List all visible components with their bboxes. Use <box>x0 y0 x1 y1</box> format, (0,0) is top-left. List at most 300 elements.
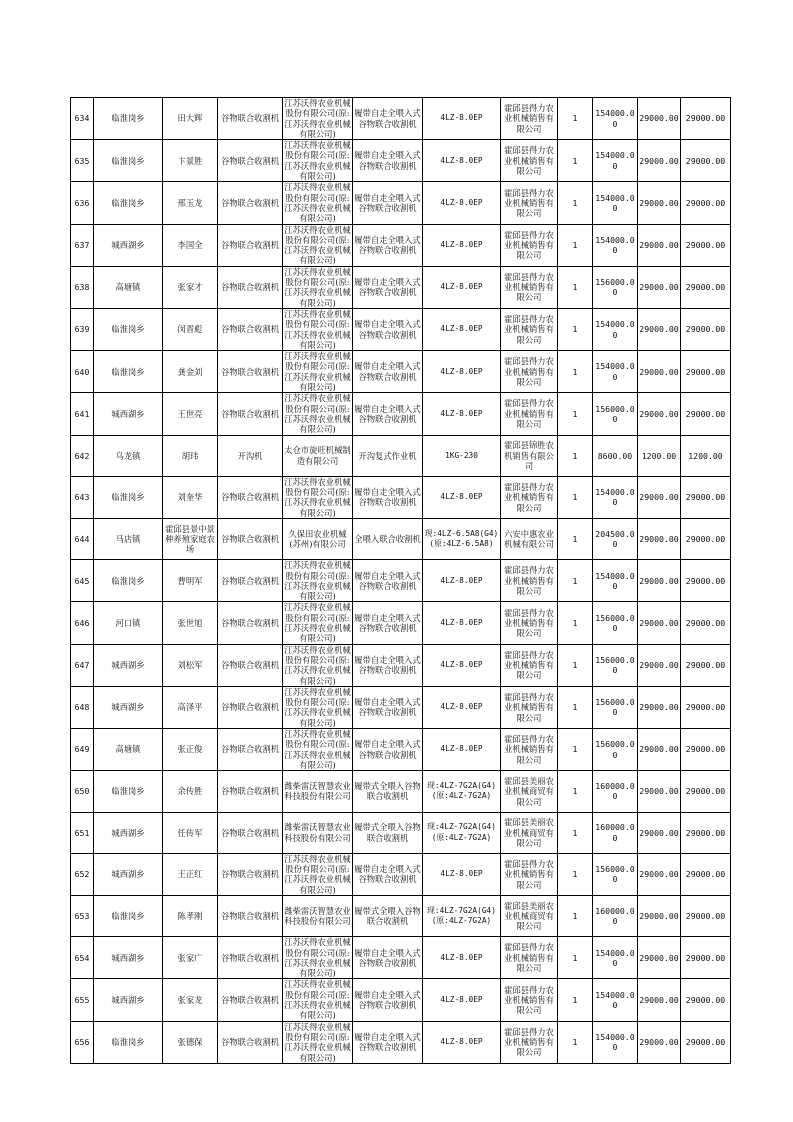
manufacturer-cell: 潍柴雷沃智慧农业科技股份有限公司 <box>283 896 353 937</box>
total-subsidy-cell: 29000.00 <box>681 1021 731 1063</box>
product-name-cell: 履带自走全喂入式谷物联合收割机 <box>353 853 423 895</box>
row-number: 649 <box>71 729 94 771</box>
row-number: 637 <box>71 224 94 266</box>
product-name-cell: 开沟复式作业机 <box>353 435 423 476</box>
manufacturer-cell: 江苏沃得农业机械股份有限公司(原:江苏沃得农业机械有限公司) <box>284 853 351 895</box>
table-row <box>71 98 731 140</box>
table-row <box>71 979 731 1021</box>
unit-subsidy-cell: 29000.00 <box>638 937 681 979</box>
model-cell: 4LZ-8.0EP <box>423 560 501 602</box>
unit-subsidy-cell: 29000.00 <box>638 644 681 686</box>
quantity-cell: 1 <box>558 435 593 476</box>
product-name-cell: 履带式全喂入谷物联合收割机 <box>353 896 423 937</box>
row-number: 639 <box>71 308 94 350</box>
quantity-cell: 1 <box>558 476 593 518</box>
model-cell: 4LZ-8.0EP <box>423 602 501 644</box>
unit-subsidy-cell: 29000.00 <box>638 729 681 771</box>
total-subsidy-cell: 1200.00 <box>681 435 731 476</box>
total-subsidy-cell: 29000.00 <box>681 979 731 1021</box>
machine-category-cell: 谷物联合收割机 <box>218 1021 283 1063</box>
sale-price-cell: 156000.00 <box>593 266 638 308</box>
buyer-name-cell: 龚金刘 <box>163 351 218 393</box>
manufacturer-cell: 江苏沃得农业机械股份有限公司(原:江苏沃得农业机械有限公司) <box>284 393 351 435</box>
total-subsidy-cell: 29000.00 <box>681 812 731 853</box>
buyer-name-cell: 刘松军 <box>163 644 218 686</box>
dealer-cell: 霍邱县得力农业机械销售有限公司 <box>501 351 558 393</box>
model-cell: 4LZ-8.0EP <box>423 140 501 182</box>
total-subsidy-cell: 29000.00 <box>681 351 731 393</box>
table-row <box>71 140 731 182</box>
quantity-cell: 1 <box>558 351 593 393</box>
unit-subsidy-cell: 29000.00 <box>638 1021 681 1063</box>
machine-category-cell: 谷物联合收割机 <box>218 853 283 895</box>
table-body <box>71 98 731 1064</box>
table-row <box>71 686 731 728</box>
product-name-cell: 履带自走全喂入式谷物联合收割机 <box>353 393 423 435</box>
row-number: 652 <box>71 853 94 895</box>
unit-subsidy-cell: 29000.00 <box>638 853 681 895</box>
product-name-cell: 履带自走全喂入式谷物联合收割机 <box>353 182 423 224</box>
machine-category-cell: 谷物联合收割机 <box>218 224 283 266</box>
table-row <box>71 896 731 937</box>
dealer-cell: 霍邱县得力农业机械销售有限公司 <box>501 98 558 140</box>
buyer-name-cell: 刘奎华 <box>163 476 218 518</box>
total-subsidy-cell: 29000.00 <box>681 896 731 937</box>
row-number: 647 <box>71 644 94 686</box>
machine-category-cell: 谷物联合收割机 <box>218 812 283 853</box>
row-number: 650 <box>71 771 94 812</box>
table-row <box>71 182 731 224</box>
unit-subsidy-cell: 29000.00 <box>638 266 681 308</box>
quantity-cell: 1 <box>558 937 593 979</box>
row-number: 634 <box>71 98 94 140</box>
row-number: 635 <box>71 140 94 182</box>
row-number: 640 <box>71 351 94 393</box>
buyer-name-cell: 卞景胜 <box>163 140 218 182</box>
model-cell: 现:4LZ-7G2A(G4)(原:4LZ-7G2A) <box>423 896 501 937</box>
sale-price-cell: 154000.00 <box>593 182 638 224</box>
table-row <box>71 937 731 979</box>
subsidy-table-container <box>70 97 730 1064</box>
sale-price-cell: 156000.00 <box>593 729 638 771</box>
model-cell: 4LZ-8.0EP <box>423 1021 501 1063</box>
manufacturer-cell: 江苏沃得农业机械股份有限公司(原:江苏沃得农业机械有限公司) <box>284 140 351 182</box>
sale-price-cell: 156000.00 <box>593 602 638 644</box>
product-name-cell: 履带自走全喂入式谷物联合收割机 <box>353 224 423 266</box>
table-row <box>71 1021 731 1063</box>
township-cell: 城西湖乡 <box>94 224 163 266</box>
total-subsidy-cell: 29000.00 <box>681 98 731 140</box>
unit-subsidy-cell: 29000.00 <box>638 393 681 435</box>
unit-subsidy-cell: 29000.00 <box>638 518 681 559</box>
row-number: 645 <box>71 560 94 602</box>
product-name-cell: 履带自走全喂入式谷物联合收割机 <box>353 308 423 350</box>
table-row <box>71 435 731 476</box>
quantity-cell: 1 <box>558 224 593 266</box>
manufacturer-cell: 江苏沃得农业机械股份有限公司(原:江苏沃得农业机械有限公司) <box>284 308 351 350</box>
total-subsidy-cell: 29000.00 <box>681 771 731 812</box>
manufacturer-cell: 久保田农业机械(苏州)有限公司 <box>283 518 353 559</box>
sale-price-cell: 156000.00 <box>593 853 638 895</box>
dealer-cell: 霍邱县得力农业机械销售有限公司 <box>501 1021 558 1063</box>
table-row <box>71 224 731 266</box>
product-name-cell: 履带自走全喂入式谷物联合收割机 <box>353 98 423 140</box>
row-number: 651 <box>71 812 94 853</box>
unit-subsidy-cell: 29000.00 <box>638 476 681 518</box>
product-name-cell: 履带自走全喂入式谷物联合收割机 <box>353 602 423 644</box>
manufacturer-cell: 江苏沃得农业机械股份有限公司(原:江苏沃得农业机械有限公司) <box>284 351 351 393</box>
table-row <box>71 853 731 895</box>
product-name-cell: 履带自走全喂入式谷物联合收割机 <box>353 937 423 979</box>
product-name-cell: 履带自走全喂入式谷物联合收割机 <box>353 644 423 686</box>
table-row <box>71 476 731 518</box>
township-cell: 临淮岗乡 <box>94 896 163 937</box>
table-row <box>71 266 731 308</box>
machine-category-cell: 谷物联合收割机 <box>218 560 283 602</box>
township-cell: 城西湖乡 <box>94 979 163 1021</box>
model-cell: 1KG-230 <box>423 435 501 476</box>
unit-subsidy-cell: 29000.00 <box>638 686 681 728</box>
machine-category-cell: 谷物联合收割机 <box>218 140 283 182</box>
total-subsidy-cell: 29000.00 <box>681 266 731 308</box>
sale-price-cell: 154000.00 <box>593 140 638 182</box>
dealer-cell: 六安中惠农业机械有限公司 <box>501 518 558 559</box>
dealer-cell: 霍邱县得力农业机械销售有限公司 <box>501 308 558 350</box>
manufacturer-cell: 江苏沃得农业机械股份有限公司(原:江苏沃得农业机械有限公司) <box>284 937 351 979</box>
model-cell: 4LZ-8.0EP <box>423 853 501 895</box>
total-subsidy-cell: 29000.00 <box>681 602 731 644</box>
quantity-cell: 1 <box>558 182 593 224</box>
quantity-cell: 1 <box>558 266 593 308</box>
machine-category-cell: 谷物联合收割机 <box>218 98 283 140</box>
model-cell: 4LZ-8.0EP <box>423 393 501 435</box>
quantity-cell: 1 <box>558 140 593 182</box>
dealer-cell: 霍邱县锦胜农机销售有限公司 <box>501 435 558 476</box>
total-subsidy-cell: 29000.00 <box>681 140 731 182</box>
dealer-cell: 霍邱县美丽农业机械商贸有限公司 <box>501 896 558 937</box>
row-number: 648 <box>71 686 94 728</box>
row-number: 642 <box>71 435 94 476</box>
sale-price-cell: 156000.00 <box>593 686 638 728</box>
product-name-cell: 履带自走全喂入式谷物联合收割机 <box>353 140 423 182</box>
machine-category-cell: 谷物联合收割机 <box>218 393 283 435</box>
unit-subsidy-cell: 29000.00 <box>638 140 681 182</box>
manufacturer-cell: 江苏沃得农业机械股份有限公司(原:江苏沃得农业机械有限公司) <box>284 644 351 686</box>
township-cell: 城西湖乡 <box>94 686 163 728</box>
table-row <box>71 771 731 812</box>
township-cell: 临淮岗乡 <box>94 560 163 602</box>
township-cell: 临淮岗乡 <box>94 98 163 140</box>
buyer-name-cell: 胡玮 <box>163 435 218 476</box>
township-cell: 马店镇 <box>94 518 163 559</box>
buyer-name-cell: 张家龙 <box>163 979 218 1021</box>
sale-price-cell: 154000.00 <box>593 98 638 140</box>
dealer-cell: 霍邱县得力农业机械销售有限公司 <box>501 224 558 266</box>
manufacturer-cell: 江苏沃得农业机械股份有限公司(原:江苏沃得农业机械有限公司) <box>284 560 351 602</box>
row-number: 644 <box>71 518 94 559</box>
quantity-cell: 1 <box>558 518 593 559</box>
manufacturer-cell: 江苏沃得农业机械股份有限公司(原:江苏沃得农业机械有限公司) <box>284 686 351 728</box>
dealer-cell: 霍邱县得力农业机械销售有限公司 <box>501 937 558 979</box>
machine-category-cell: 谷物联合收割机 <box>218 896 283 937</box>
unit-subsidy-cell: 29000.00 <box>638 224 681 266</box>
model-cell: 现:4LZ-7G2A(G4)(原:4LZ-7G2A) <box>423 812 501 853</box>
total-subsidy-cell: 29000.00 <box>681 729 731 771</box>
township-cell: 城西湖乡 <box>94 937 163 979</box>
machine-category-cell: 谷物联合收割机 <box>218 602 283 644</box>
sale-price-cell: 154000.00 <box>593 224 638 266</box>
quantity-cell: 1 <box>558 812 593 853</box>
buyer-name-cell: 张德保 <box>163 1021 218 1063</box>
table-row <box>71 393 731 435</box>
table-row <box>71 644 731 686</box>
row-number: 641 <box>71 393 94 435</box>
product-name-cell: 履带自走全喂入式谷物联合收割机 <box>353 560 423 602</box>
product-name-cell: 履带式全喂入谷物联合收割机 <box>353 771 423 812</box>
township-cell: 临淮岗乡 <box>94 351 163 393</box>
model-cell: 4LZ-8.0EP <box>423 266 501 308</box>
model-cell: 现:4LZ-6.5A8(G4)(原:4LZ-6.5A8) <box>423 518 501 559</box>
township-cell: 城西湖乡 <box>94 644 163 686</box>
sale-price-cell: 204500.00 <box>593 518 638 559</box>
manufacturer-cell: 江苏沃得农业机械股份有限公司(原:江苏沃得农业机械有限公司) <box>284 182 351 224</box>
quantity-cell: 1 <box>558 771 593 812</box>
township-cell: 临淮岗乡 <box>94 1021 163 1063</box>
buyer-name-cell: 王世亮 <box>163 393 218 435</box>
machine-category-cell: 谷物联合收割机 <box>218 644 283 686</box>
sale-price-cell: 160000.00 <box>593 771 638 812</box>
dealer-cell: 霍邱县得力农业机械销售有限公司 <box>501 729 558 771</box>
manufacturer-cell: 江苏沃得农业机械股份有限公司(原:江苏沃得农业机械有限公司) <box>284 979 351 1021</box>
unit-subsidy-cell: 29000.00 <box>638 771 681 812</box>
sale-price-cell: 156000.00 <box>593 393 638 435</box>
quantity-cell: 1 <box>558 853 593 895</box>
machine-category-cell: 谷物联合收割机 <box>218 182 283 224</box>
unit-subsidy-cell: 29000.00 <box>638 351 681 393</box>
buyer-name-cell: 高泽平 <box>163 686 218 728</box>
manufacturer-cell: 江苏沃得农业机械股份有限公司(原:江苏沃得农业机械有限公司) <box>284 476 351 518</box>
model-cell: 4LZ-8.0EP <box>423 98 501 140</box>
total-subsidy-cell: 29000.00 <box>681 686 731 728</box>
dealer-cell: 霍邱县得力农业机械销售有限公司 <box>501 182 558 224</box>
model-cell: 4LZ-8.0EP <box>423 644 501 686</box>
manufacturer-cell: 江苏沃得农业机械股份有限公司(原:江苏沃得农业机械有限公司) <box>284 98 351 139</box>
total-subsidy-cell: 29000.00 <box>681 853 731 895</box>
sale-price-cell: 160000.00 <box>593 896 638 937</box>
township-cell: 临淮岗乡 <box>94 140 163 182</box>
row-number: 636 <box>71 182 94 224</box>
sale-price-cell: 154000.00 <box>593 308 638 350</box>
sale-price-cell: 154000.00 <box>593 351 638 393</box>
sale-price-cell: 154000.00 <box>593 476 638 518</box>
dealer-cell: 霍邱县得力农业机械销售有限公司 <box>501 644 558 686</box>
buyer-name-cell: 王正红 <box>163 853 218 895</box>
total-subsidy-cell: 29000.00 <box>681 937 731 979</box>
table-row <box>71 812 731 853</box>
product-name-cell: 履带自走全喂入式谷物联合收割机 <box>353 351 423 393</box>
township-cell: 城西湖乡 <box>94 812 163 853</box>
buyer-name-cell: 闵晋彪 <box>163 308 218 350</box>
buyer-name-cell: 张正俊 <box>163 729 218 771</box>
product-name-cell: 全喂入联合收割机 <box>353 518 423 559</box>
machine-category-cell: 谷物联合收割机 <box>218 476 283 518</box>
product-name-cell: 履带自走全喂入式谷物联合收割机 <box>353 686 423 728</box>
dealer-cell: 霍邱县美丽农业机械商贸有限公司 <box>501 771 558 812</box>
manufacturer-cell: 江苏沃得农业机械股份有限公司(原:江苏沃得农业机械有限公司) <box>284 729 351 770</box>
quantity-cell: 1 <box>558 686 593 728</box>
model-cell: 现:4LZ-7G2A(G4)(原:4LZ-7G2A) <box>423 771 501 812</box>
dealer-cell: 霍邱县美丽农业机械商贸有限公司 <box>501 812 558 853</box>
quantity-cell: 1 <box>558 560 593 602</box>
dealer-cell: 霍邱县得力农业机械销售有限公司 <box>501 602 558 644</box>
buyer-name-cell: 张家才 <box>163 266 218 308</box>
dealer-cell: 霍邱县得力农业机械销售有限公司 <box>501 266 558 308</box>
machine-category-cell: 谷物联合收割机 <box>218 771 283 812</box>
model-cell: 4LZ-8.0EP <box>423 979 501 1021</box>
table-row <box>71 729 731 771</box>
total-subsidy-cell: 29000.00 <box>681 308 731 350</box>
model-cell: 4LZ-8.0EP <box>423 224 501 266</box>
total-subsidy-cell: 29000.00 <box>681 476 731 518</box>
model-cell: 4LZ-8.0EP <box>423 937 501 979</box>
sale-price-cell: 154000.00 <box>593 560 638 602</box>
total-subsidy-cell: 29000.00 <box>681 224 731 266</box>
machine-category-cell: 谷物联合收割机 <box>218 308 283 350</box>
model-cell: 4LZ-8.0EP <box>423 351 501 393</box>
manufacturer-cell: 潍柴雷沃智慧农业科技股份有限公司 <box>283 812 353 853</box>
row-number: 656 <box>71 1021 94 1063</box>
quantity-cell: 1 <box>558 393 593 435</box>
row-number: 653 <box>71 896 94 937</box>
total-subsidy-cell: 29000.00 <box>681 560 731 602</box>
manufacturer-cell: 江苏沃得农业机械股份有限公司(原:江苏沃得农业机械有限公司) <box>284 266 351 308</box>
buyer-name-cell: 霍邱县景中景种养殖家庭农场 <box>163 518 218 559</box>
unit-subsidy-cell: 29000.00 <box>638 896 681 937</box>
quantity-cell: 1 <box>558 896 593 937</box>
machine-category-cell: 谷物联合收割机 <box>218 729 283 771</box>
row-number: 643 <box>71 476 94 518</box>
unit-subsidy-cell: 29000.00 <box>638 560 681 602</box>
table-row <box>71 560 731 602</box>
buyer-name-cell: 任传军 <box>163 812 218 853</box>
manufacturer-cell: 潍柴雷沃智慧农业科技股份有限公司 <box>283 771 353 812</box>
township-cell: 临淮岗乡 <box>94 476 163 518</box>
quantity-cell: 1 <box>558 644 593 686</box>
quantity-cell: 1 <box>558 979 593 1021</box>
manufacturer-cell: 江苏沃得农业机械股份有限公司(原:江苏沃得农业机械有限公司) <box>284 602 351 644</box>
machine-category-cell: 谷物联合收割机 <box>218 979 283 1021</box>
buyer-name-cell: 曹明军 <box>163 560 218 602</box>
buyer-name-cell: 余传胜 <box>163 771 218 812</box>
model-cell: 4LZ-8.0EP <box>423 686 501 728</box>
machine-category-cell: 谷物联合收割机 <box>218 351 283 393</box>
total-subsidy-cell: 29000.00 <box>681 644 731 686</box>
township-cell: 临淮岗乡 <box>94 308 163 350</box>
sale-price-cell: 154000.00 <box>593 937 638 979</box>
quantity-cell: 1 <box>558 1021 593 1063</box>
product-name-cell: 履带自走全喂入式谷物联合收割机 <box>353 476 423 518</box>
model-cell: 4LZ-8.0EP <box>423 308 501 350</box>
unit-subsidy-cell: 29000.00 <box>638 308 681 350</box>
product-name-cell: 履带自走全喂入式谷物联合收割机 <box>353 979 423 1021</box>
product-name-cell: 履带自走全喂入式谷物联合收割机 <box>353 729 423 771</box>
township-cell: 高塘镇 <box>94 729 163 771</box>
unit-subsidy-cell: 29000.00 <box>638 812 681 853</box>
sale-price-cell: 160000.00 <box>593 812 638 853</box>
quantity-cell: 1 <box>558 308 593 350</box>
buyer-name-cell: 李国全 <box>163 224 218 266</box>
dealer-cell: 霍邱县得力农业机械销售有限公司 <box>501 560 558 602</box>
sale-price-cell: 154000.00 <box>593 1021 638 1063</box>
row-number: 638 <box>71 266 94 308</box>
table-row <box>71 518 731 559</box>
product-name-cell: 履带式全喂入谷物联合收割机 <box>353 812 423 853</box>
dealer-cell: 霍邱县得力农业机械销售有限公司 <box>501 979 558 1021</box>
manufacturer-cell: 太仓市旋旺机械制造有限公司 <box>283 435 353 476</box>
buyer-name-cell: 张家广 <box>163 937 218 979</box>
township-cell: 高塘镇 <box>94 266 163 308</box>
total-subsidy-cell: 29000.00 <box>681 518 731 559</box>
buyer-name-cell: 田大辉 <box>163 98 218 140</box>
sale-price-cell: 154000.00 <box>593 979 638 1021</box>
township-cell: 河口镇 <box>94 602 163 644</box>
unit-subsidy-cell: 29000.00 <box>638 98 681 140</box>
township-cell: 乌龙镇 <box>94 435 163 476</box>
township-cell: 城西湖乡 <box>94 393 163 435</box>
machine-category-cell: 谷物联合收割机 <box>218 686 283 728</box>
product-name-cell: 履带自走全喂入式谷物联合收割机 <box>353 1021 423 1063</box>
dealer-cell: 霍邱县得力农业机械销售有限公司 <box>501 853 558 895</box>
model-cell: 4LZ-8.0EP <box>423 476 501 518</box>
unit-subsidy-cell: 1200.00 <box>638 435 681 476</box>
model-cell: 4LZ-8.0EP <box>423 729 501 771</box>
table-row <box>71 308 731 350</box>
table-row <box>71 602 731 644</box>
unit-subsidy-cell: 29000.00 <box>638 182 681 224</box>
sale-price-cell: 8600.00 <box>593 435 638 476</box>
quantity-cell: 1 <box>558 98 593 140</box>
quantity-cell: 1 <box>558 602 593 644</box>
quantity-cell: 1 <box>558 729 593 771</box>
total-subsidy-cell: 29000.00 <box>681 182 731 224</box>
township-cell: 临淮岗乡 <box>94 182 163 224</box>
row-number: 646 <box>71 602 94 644</box>
dealer-cell: 霍邱县得力农业机械销售有限公司 <box>501 393 558 435</box>
sale-price-cell: 156000.00 <box>593 644 638 686</box>
machine-category-cell: 开沟机 <box>218 435 283 476</box>
product-name-cell: 履带自走全喂入式谷物联合收割机 <box>353 266 423 308</box>
total-subsidy-cell: 29000.00 <box>681 393 731 435</box>
buyer-name-cell: 陈孝刚 <box>163 896 218 937</box>
machine-category-cell: 谷物联合收割机 <box>218 266 283 308</box>
model-cell: 4LZ-8.0EP <box>423 182 501 224</box>
subsidy-table <box>70 97 731 1064</box>
buyer-name-cell: 邢玉龙 <box>163 182 218 224</box>
township-cell: 临淮岗乡 <box>94 771 163 812</box>
township-cell: 城西湖乡 <box>94 853 163 895</box>
dealer-cell: 霍邱县得力农业机械销售有限公司 <box>501 476 558 518</box>
machine-category-cell: 谷物联合收割机 <box>218 937 283 979</box>
unit-subsidy-cell: 29000.00 <box>638 979 681 1021</box>
machine-category-cell: 谷物联合收割机 <box>218 518 283 559</box>
dealer-cell: 霍邱县得力农业机械销售有限公司 <box>501 686 558 728</box>
row-number: 654 <box>71 937 94 979</box>
manufacturer-cell: 江苏沃得农业机械股份有限公司(原:江苏沃得农业机械有限公司) <box>284 224 351 266</box>
unit-subsidy-cell: 29000.00 <box>638 602 681 644</box>
dealer-cell: 霍邱县得力农业机械销售有限公司 <box>501 140 558 182</box>
manufacturer-cell: 江苏沃得农业机械股份有限公司(原:江苏沃得农业机械有限公司) <box>284 1021 351 1063</box>
buyer-name-cell: 张世旭 <box>163 602 218 644</box>
